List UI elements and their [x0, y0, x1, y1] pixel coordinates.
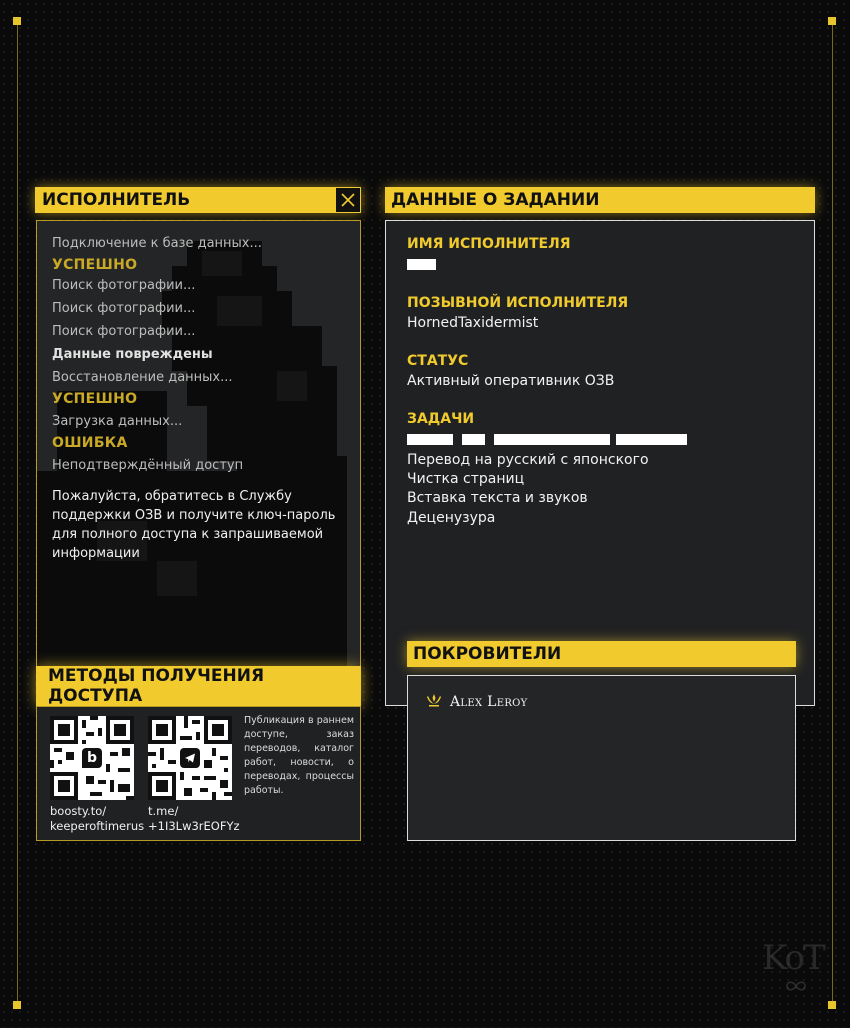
boosty-qr-code[interactable]: [50, 716, 134, 800]
close-icon: [340, 192, 356, 208]
log-line: УСПЕШНО: [52, 257, 138, 273]
name-redacted: [407, 259, 436, 270]
laurel-crown-icon: [425, 693, 443, 707]
telegram-link[interactable]: [148, 804, 240, 834]
log-line: УСПЕШНО: [52, 391, 138, 407]
task-item: Вставка текста и звуков: [407, 490, 588, 506]
infinity-icon: [784, 980, 808, 992]
log-line: Загрузка данных...: [52, 414, 183, 429]
log-line: Поиск фотографии...: [52, 278, 196, 293]
boosty-icon: b: [82, 748, 102, 768]
close-button[interactable]: [335, 187, 361, 213]
log-line: ОШИБКА: [52, 435, 128, 451]
callsign-value: HornedTaxidermist: [407, 315, 539, 331]
log-line: Восстановление данных...: [52, 370, 233, 385]
frame-corner-br: [828, 1001, 836, 1009]
boosty-link-line1: boosty.to/: [50, 804, 107, 818]
name-label: ИМЯ ИСПОЛНИТЕЛЯ: [407, 236, 571, 252]
frame-line-left: [17, 24, 18, 1004]
tasks-redacted-2: [462, 434, 485, 445]
frame-corner-tr: [828, 17, 836, 25]
patrons-title: ПОКРОВИТЕЛИ: [413, 644, 562, 664]
boosty-link[interactable]: [50, 804, 144, 834]
task-title: ДАННЫЕ О ЗАДАНИИ: [391, 190, 600, 210]
status-value: Активный оперативник ОЗВ: [407, 373, 615, 389]
callsign-label: ПОЗЫВНОЙ ИСПОЛНИТЕЛЯ: [407, 295, 629, 311]
executor-title-bar: [35, 187, 361, 213]
tasks-redacted-4: [616, 434, 687, 445]
task-item: Деценузура: [407, 510, 496, 526]
telegram-icon: [180, 748, 200, 768]
telegram-link-line2: +1I3Lw3rEOFYz: [148, 819, 240, 833]
task-item: Чистка страниц: [407, 471, 525, 487]
frame-corner-bl: [13, 1001, 21, 1009]
frame-corner-tl: [13, 17, 21, 25]
frame-line-right: [832, 24, 833, 1004]
access-description: Публикация в раннем доступе, заказ переводов, каталог работ, новости, о переводах, процессы работы.: [244, 715, 354, 796]
boosty-link-line2: keeperoftimerus: [50, 819, 145, 833]
patrons-title-bar: [407, 641, 796, 667]
telegram-link-line1: t.me/: [148, 804, 179, 818]
log-line: Поиск фотографии...: [52, 324, 196, 339]
tasks-redacted-1: [407, 434, 453, 445]
log-line: Неподтверждённый доступ: [52, 458, 244, 473]
log-line: Подключение к базе данных...: [52, 236, 262, 251]
patron-name: Alex Leroy: [450, 694, 528, 710]
support-message: Пожалуйста, обратитесь в Службу поддержки ОЗВ и получите ключ-пароль для полного доступа к запрашиваемой информации: [52, 489, 336, 561]
log-line: Данные повреждены: [52, 347, 213, 362]
access-title: МЕТОДЫ ПОЛУЧЕНИЯ ДОСТУПА: [48, 666, 265, 706]
access-title-bar: [36, 666, 361, 706]
task-title-bar: [385, 187, 815, 213]
telegram-qr-code[interactable]: [148, 716, 232, 800]
task-item: Перевод на русский с японского: [407, 452, 649, 468]
tasks-redacted-3: [494, 434, 610, 445]
log-line: Поиск фотографии...: [52, 301, 196, 316]
status-label: СТАТУС: [407, 353, 469, 369]
kot-watermark-logo: KoT: [762, 938, 824, 978]
tasks-label: ЗАДАЧИ: [407, 411, 475, 427]
executor-title: ИСПОЛНИТЕЛЬ: [42, 190, 191, 210]
